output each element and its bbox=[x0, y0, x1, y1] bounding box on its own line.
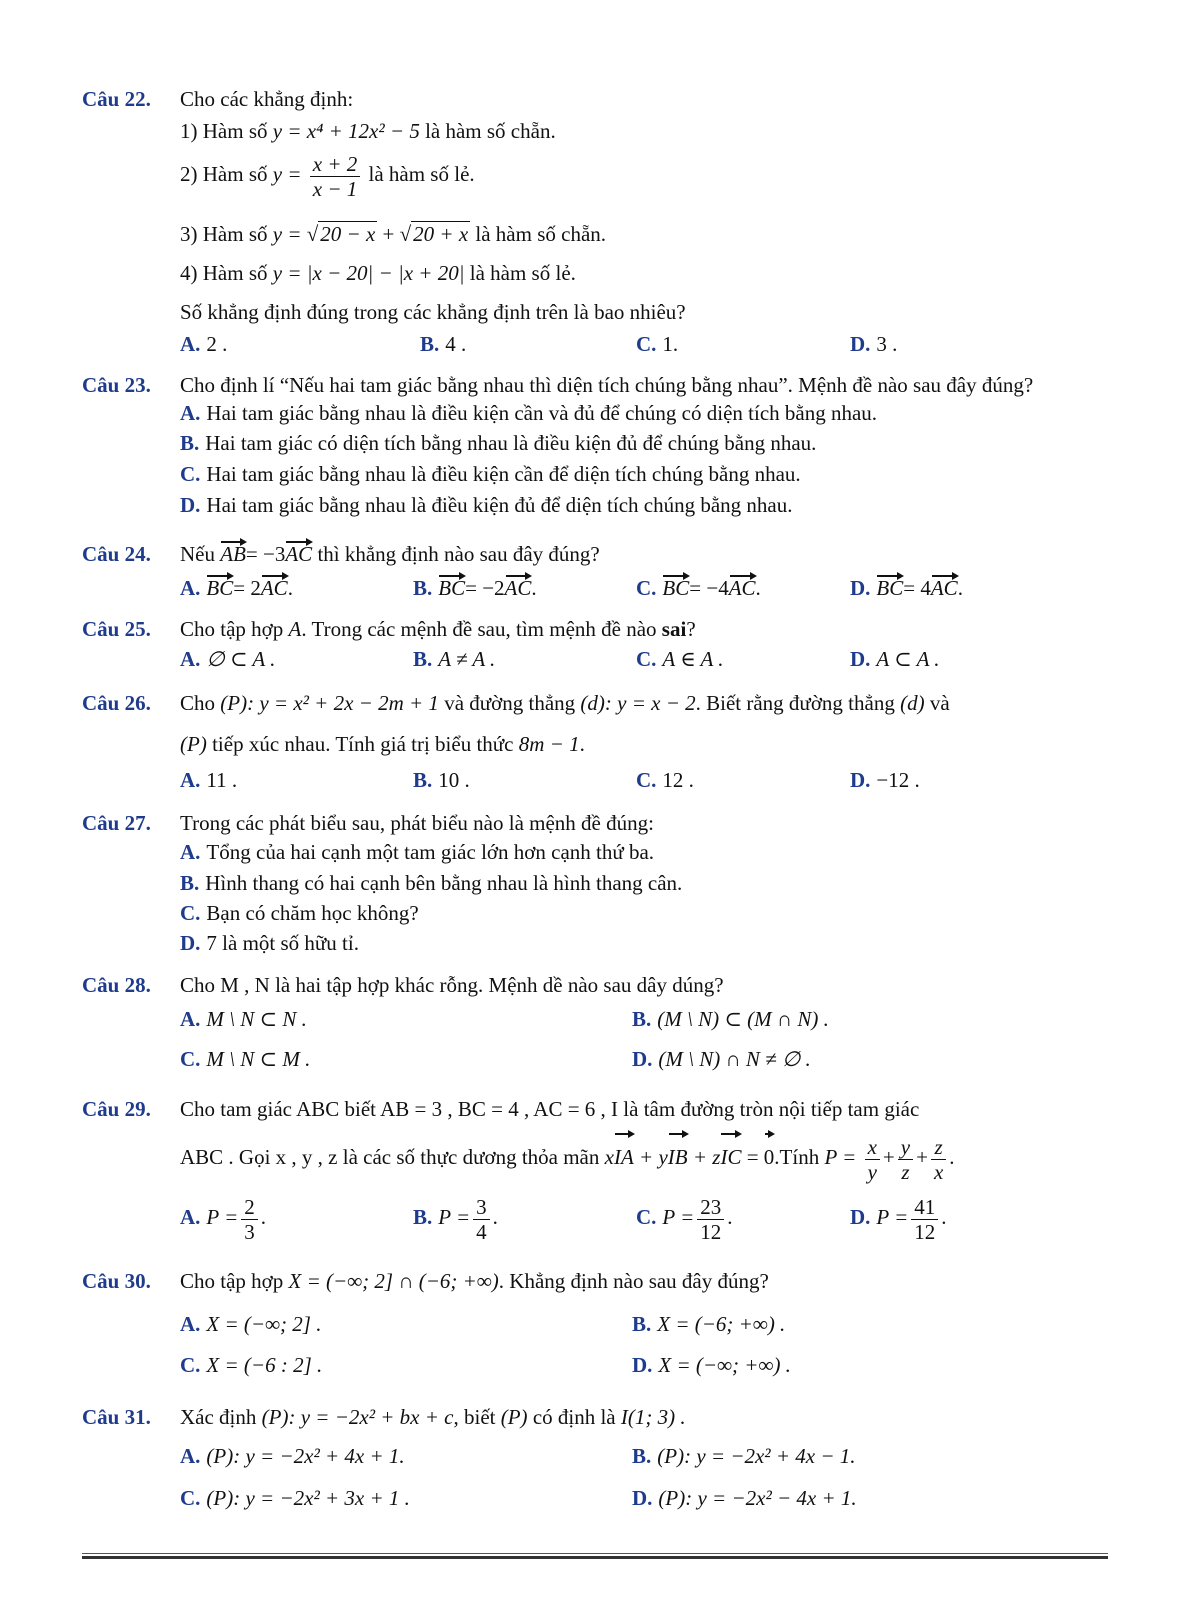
option-text: 1. bbox=[662, 332, 679, 356]
option-label: A. bbox=[180, 1444, 201, 1468]
vector-bc: BC bbox=[438, 576, 466, 600]
denominator: y bbox=[867, 1159, 877, 1184]
question-text: Số khẳng định đúng trong các khẳng định trên là bao nhiêu? bbox=[180, 300, 686, 324]
option-label: C. bbox=[636, 332, 657, 356]
statement-1 bbox=[180, 118, 556, 144]
denominator: z bbox=[901, 1159, 910, 1184]
p-lhs: P = bbox=[206, 1205, 239, 1229]
option-a[interactable] bbox=[180, 767, 237, 793]
stem-text: ? bbox=[686, 617, 696, 641]
option-label: B. bbox=[180, 871, 200, 895]
option-b[interactable] bbox=[632, 1006, 829, 1032]
option-label: B. bbox=[632, 1444, 652, 1468]
option-text: Hai tam giác bằng nhau là điều kiện cần và đủ để chúng có diện tích bằng nhau. bbox=[206, 401, 878, 425]
statement-prefix: 3) Hàm số bbox=[180, 222, 268, 246]
denominator: x − 1 bbox=[312, 176, 358, 201]
option-label: C. bbox=[180, 1353, 201, 1377]
option-a[interactable] bbox=[180, 839, 654, 865]
fraction bbox=[911, 1195, 938, 1244]
statement-4 bbox=[180, 260, 576, 286]
fraction bbox=[310, 152, 361, 201]
denominator: 3 bbox=[244, 1219, 255, 1244]
option-label: C. bbox=[636, 1205, 657, 1229]
vector-ic: IC bbox=[720, 1133, 741, 1181]
period: . bbox=[957, 576, 963, 600]
option-label: A. bbox=[180, 647, 201, 671]
option-text: 4 . bbox=[445, 332, 467, 356]
denominator: x bbox=[933, 1159, 944, 1184]
option-c[interactable] bbox=[180, 900, 419, 926]
option-a[interactable] bbox=[180, 1311, 321, 1337]
option-b[interactable] bbox=[632, 1443, 856, 1469]
option-a[interactable] bbox=[180, 575, 293, 601]
option-c[interactable] bbox=[636, 646, 723, 672]
option-c[interactable] bbox=[636, 767, 694, 793]
option-label: A. bbox=[180, 840, 201, 864]
vector-bc: BC bbox=[876, 576, 904, 600]
option-label: C. bbox=[180, 1486, 201, 1510]
fraction-x-over-y bbox=[865, 1135, 880, 1184]
vector-ac: AC bbox=[728, 576, 756, 600]
question-label: Câu 26. bbox=[82, 691, 151, 715]
option-label: D. bbox=[850, 576, 871, 600]
option-label: A. bbox=[180, 1312, 201, 1336]
fraction bbox=[473, 1195, 490, 1244]
vector-ac: AC bbox=[285, 542, 313, 566]
option-text: (P): y = −2x² + 4x − 1. bbox=[657, 1444, 856, 1468]
option-text: 7 là một số hữu tỉ. bbox=[206, 931, 359, 955]
option-d[interactable] bbox=[850, 575, 963, 601]
denominator: 12 bbox=[700, 1219, 722, 1244]
option-label: C. bbox=[180, 1047, 201, 1071]
option-label: B. bbox=[413, 647, 433, 671]
option-label: B. bbox=[413, 768, 433, 792]
statement-prefix: 1) Hàm số bbox=[180, 119, 268, 143]
option-c[interactable] bbox=[180, 1046, 310, 1072]
option-text: (M \ N) ⊂ (M ∩ N) . bbox=[657, 1007, 829, 1031]
option-c[interactable] bbox=[636, 1193, 733, 1244]
statement-prefix: 4) Hàm số bbox=[180, 261, 268, 285]
statement-suffix: là hàm số lẻ. bbox=[368, 162, 475, 186]
coef-x: x bbox=[604, 1145, 614, 1169]
p-lhs: P = bbox=[662, 1205, 695, 1229]
fraction bbox=[697, 1195, 724, 1244]
question-stem bbox=[180, 616, 696, 642]
fraction-y-over-z bbox=[898, 1135, 913, 1184]
equation: = −3 bbox=[245, 542, 286, 566]
option-label: C. bbox=[636, 768, 657, 792]
option-c[interactable] bbox=[180, 1485, 410, 1511]
question-stem: Cho định lí “Nếu hai tam giác bằng nhau thì diện tích chúng bằng nhau”. Mệnh đề nào sau đây đúng? bbox=[180, 373, 1034, 397]
option-text: Bạn có chăm học không? bbox=[206, 901, 419, 925]
numerator: 2 bbox=[241, 1195, 258, 1220]
question-stem: Trong các phát biểu sau, phát biểu nào là mệnh đề đúng: bbox=[180, 811, 654, 835]
statement-3 bbox=[180, 221, 606, 247]
option-label: C. bbox=[636, 647, 657, 671]
option-label: D. bbox=[850, 768, 871, 792]
coef-y: + y bbox=[639, 1145, 668, 1169]
option-b[interactable] bbox=[413, 575, 537, 601]
equation: = 4 bbox=[903, 576, 931, 600]
denominator: 12 bbox=[914, 1219, 936, 1244]
numerator: x bbox=[865, 1135, 880, 1160]
fraction bbox=[241, 1195, 258, 1244]
option-text: 10 . bbox=[438, 768, 470, 792]
option-label: B. bbox=[420, 332, 440, 356]
stem-text: Cho tập hợp bbox=[180, 617, 284, 641]
statement-prefix: 2) Hàm số bbox=[180, 162, 268, 186]
option-b[interactable] bbox=[180, 870, 682, 896]
question-label: Câu 25. bbox=[82, 617, 151, 641]
vertex: I(1; 3) . bbox=[620, 1405, 686, 1429]
option-text: A ∈ A . bbox=[662, 647, 724, 671]
option-label: D. bbox=[632, 1486, 653, 1510]
vector-ac: AC bbox=[260, 576, 288, 600]
equation: = 2 bbox=[233, 576, 261, 600]
option-text: (M \ N) ∩ N ≠ ∅ . bbox=[658, 1047, 811, 1071]
option-d[interactable] bbox=[632, 1046, 811, 1072]
option-text: 11 . bbox=[206, 768, 238, 792]
option-a[interactable] bbox=[180, 1006, 307, 1032]
numerator: y bbox=[898, 1135, 913, 1160]
option-a[interactable] bbox=[180, 646, 275, 672]
question-label: Câu 24. bbox=[82, 542, 151, 566]
option-text: (P): y = −2x² + 3x + 1 . bbox=[206, 1486, 410, 1510]
option-a[interactable] bbox=[180, 400, 877, 426]
vector-bc: BC bbox=[662, 576, 690, 600]
option-label: B. bbox=[180, 431, 200, 455]
option-label: C. bbox=[180, 462, 201, 486]
option-d[interactable] bbox=[850, 767, 920, 793]
math-expression: y = |x − 20| − |x + 20| bbox=[272, 261, 465, 285]
stem-text: và đường thẳng bbox=[444, 691, 576, 715]
numerator: 41 bbox=[911, 1195, 938, 1220]
option-text: Hai tam giác bằng nhau là điều kiện cần để diện tích chúng bằng nhau. bbox=[206, 462, 801, 486]
statement-2 bbox=[180, 150, 475, 201]
stem-text: , biết bbox=[453, 1405, 496, 1429]
option-label: D. bbox=[850, 647, 871, 671]
period: . bbox=[949, 1145, 955, 1169]
numerator: x + 2 bbox=[310, 152, 361, 177]
option-label: D. bbox=[632, 1047, 653, 1071]
option-label: D. bbox=[850, 1205, 871, 1229]
question-stem bbox=[180, 1268, 769, 1294]
p-lhs: P = bbox=[438, 1205, 471, 1229]
denominator: 4 bbox=[476, 1219, 487, 1244]
math-expression: y = x⁴ + 12x² − 5 bbox=[272, 119, 420, 143]
statement-suffix: là hàm số chẵn. bbox=[475, 222, 607, 246]
stem-text: tiếp xúc nhau. Tính giá trị biểu thức bbox=[212, 732, 514, 756]
option-label: A. bbox=[180, 1007, 201, 1031]
expression: 8m − 1 bbox=[518, 732, 580, 756]
option-label: D. bbox=[180, 493, 201, 517]
option-label: A. bbox=[180, 768, 201, 792]
statement-suffix: là hàm số chẵn. bbox=[425, 119, 556, 143]
numerator: 23 bbox=[697, 1195, 724, 1220]
set-expression: X = (−∞; 2] ∩ (−6; +∞) bbox=[288, 1269, 499, 1293]
option-text: M \ N ⊂ M . bbox=[206, 1047, 311, 1071]
fraction-z-over-x bbox=[931, 1135, 946, 1184]
question-label: Câu 27. bbox=[82, 811, 151, 835]
vector-ac: AC bbox=[930, 576, 958, 600]
option-b[interactable] bbox=[413, 1193, 498, 1244]
statement-suffix: là hàm số lẻ. bbox=[469, 261, 576, 285]
option-text: −12 . bbox=[876, 768, 920, 792]
option-text: (P): y = −2x² − 4x + 1. bbox=[658, 1486, 857, 1510]
line-name: (d) bbox=[900, 691, 925, 715]
stem-text: Nếu bbox=[180, 542, 215, 566]
stem-text: Xác định bbox=[180, 1405, 257, 1429]
emphasis: sai bbox=[661, 617, 687, 641]
question-label: Câu 29. bbox=[82, 1097, 151, 1121]
coef-z: + z bbox=[692, 1145, 721, 1169]
option-label: D. bbox=[632, 1353, 653, 1377]
question-label: Câu 22. bbox=[82, 87, 151, 111]
equation: = −2 bbox=[465, 576, 505, 600]
numerator: z bbox=[931, 1135, 946, 1160]
vector-ib: IB bbox=[668, 1133, 688, 1181]
option-b[interactable] bbox=[632, 1311, 785, 1337]
option-d[interactable] bbox=[632, 1352, 791, 1378]
period: . bbox=[941, 1205, 947, 1229]
plus-sign: + bbox=[916, 1145, 928, 1169]
option-b[interactable] bbox=[413, 646, 495, 672]
period: . bbox=[287, 576, 293, 600]
option-label: B. bbox=[413, 1205, 433, 1229]
option-d[interactable] bbox=[632, 1485, 857, 1511]
question-stem-line-1: Cho tam giác ABC biết AB = 3 , BC = 4 , AC = 6 , I là tâm đường tròn nội tiếp tam giác bbox=[180, 1097, 920, 1121]
radicand: 20 − x bbox=[320, 222, 376, 246]
radicand: 20 + x bbox=[413, 222, 469, 246]
stem-text: Cho tập hợp bbox=[180, 1269, 284, 1293]
option-label: C. bbox=[636, 576, 657, 600]
option-b[interactable] bbox=[413, 767, 470, 793]
option-text: 2 . bbox=[206, 332, 228, 356]
option-c[interactable] bbox=[180, 1352, 322, 1378]
option-c[interactable] bbox=[636, 331, 678, 357]
numerator: 3 bbox=[473, 1195, 490, 1220]
option-text: Hình thang có hai cạnh bên bằng nhau là hình thang cân. bbox=[205, 871, 683, 895]
period: . bbox=[531, 576, 537, 600]
stem-text: . Trong các mệnh đề sau, tìm mệnh đề nào bbox=[301, 617, 657, 641]
question-label: Câu 31. bbox=[82, 1405, 151, 1429]
stem-text: và bbox=[929, 691, 950, 715]
question-label: Câu 30. bbox=[82, 1269, 151, 1293]
parabola-equation: (P): y = x² + 2x − 2m + 1 bbox=[220, 691, 439, 715]
stem-text: có định là bbox=[532, 1405, 616, 1429]
equals-sign: = bbox=[746, 1145, 759, 1169]
option-c[interactable] bbox=[636, 575, 761, 601]
question-label: Câu 28. bbox=[82, 973, 151, 997]
option-label: C. bbox=[180, 901, 201, 925]
option-text: X = (−∞; 2] . bbox=[206, 1312, 322, 1336]
option-text: ∅ ⊂ A . bbox=[206, 647, 276, 671]
option-label: B. bbox=[413, 576, 433, 600]
option-label: D. bbox=[180, 931, 201, 955]
vector-ab: AB bbox=[220, 542, 246, 566]
p-lhs: P = bbox=[824, 1145, 857, 1169]
footer-divider-thick bbox=[82, 1556, 1108, 1559]
stem-text: . Khẳng định nào sau đây đúng? bbox=[498, 1269, 769, 1293]
parabola-equation: (P): y = −2x² + bx + c bbox=[261, 1405, 454, 1429]
plus-sign: + bbox=[382, 222, 395, 246]
option-text: Hai tam giác có diện tích bằng nhau là điều kiện đủ để chúng bằng nhau. bbox=[205, 431, 817, 455]
option-a[interactable] bbox=[180, 1193, 266, 1244]
option-a[interactable] bbox=[180, 331, 227, 357]
set-name: A bbox=[288, 617, 302, 641]
option-text: 12 . bbox=[662, 768, 694, 792]
option-label: A. bbox=[180, 332, 201, 356]
option-a[interactable] bbox=[180, 1443, 405, 1469]
stem-text: Cho bbox=[180, 691, 216, 715]
option-b[interactable] bbox=[180, 430, 816, 456]
footer-divider-thin bbox=[82, 1553, 1108, 1554]
sqrt-sign: √ bbox=[399, 222, 412, 246]
period: . bbox=[727, 1205, 733, 1229]
plus-sign: + bbox=[882, 1145, 895, 1169]
question-label: Câu 23. bbox=[82, 373, 151, 397]
stem-text: ABC . Gọi x , y , z là các số thực dương thỏa mãn bbox=[180, 1145, 600, 1169]
zero-vector: 0 bbox=[764, 1133, 775, 1181]
option-d[interactable] bbox=[850, 1193, 947, 1244]
math-lhs: y = bbox=[272, 222, 302, 246]
option-d[interactable] bbox=[180, 930, 359, 956]
option-label: B. bbox=[632, 1007, 652, 1031]
p-lhs: P = bbox=[876, 1205, 909, 1229]
line-equation: (d): y = x − 2 bbox=[580, 691, 696, 715]
period: . bbox=[260, 1205, 267, 1229]
period: . bbox=[755, 576, 761, 600]
question-stem bbox=[180, 1404, 686, 1430]
question-stem: Cho M , N là hai tập hợp khác rỗng. Mệnh dề nào sau dây dúng? bbox=[180, 973, 724, 997]
option-label: A. bbox=[180, 401, 201, 425]
option-label: A. bbox=[180, 576, 201, 600]
option-d[interactable] bbox=[180, 492, 793, 518]
option-text: M \ N ⊂ N . bbox=[206, 1007, 307, 1031]
option-d[interactable] bbox=[850, 331, 897, 357]
sqrt-sign: √ bbox=[306, 222, 319, 246]
question-stem bbox=[180, 541, 600, 567]
parabola-name: (P) bbox=[180, 732, 207, 756]
math-lhs: y = bbox=[272, 162, 302, 186]
vector-bc: BC bbox=[206, 576, 234, 600]
option-text: Hai tam giác bằng nhau là điều kiện đủ để diện tích chúng bằng nhau. bbox=[206, 493, 793, 517]
option-label: D. bbox=[850, 332, 871, 356]
option-label: B. bbox=[632, 1312, 652, 1336]
vector-ia: IA bbox=[614, 1133, 634, 1181]
equation: = −4 bbox=[689, 576, 729, 600]
vector-ac: AC bbox=[504, 576, 532, 600]
stem-text: thì khẳng định nào sau đây đúng? bbox=[317, 542, 600, 566]
stem-text: .Tính bbox=[774, 1145, 820, 1169]
stem-text: . Biết rằng đường thẳng bbox=[695, 691, 895, 715]
option-text: A ≠ A . bbox=[438, 647, 496, 671]
option-text: X = (−∞; +∞) . bbox=[658, 1353, 791, 1377]
question-stem: Cho các khẳng định: bbox=[180, 87, 354, 111]
option-text: A ⊂ A . bbox=[876, 647, 940, 671]
option-d[interactable] bbox=[850, 646, 940, 672]
option-b[interactable] bbox=[420, 331, 466, 357]
question-stem-line-1 bbox=[180, 690, 950, 716]
option-text: X = (−6; +∞) . bbox=[657, 1312, 786, 1336]
option-c[interactable] bbox=[180, 461, 801, 487]
option-text: 3 . bbox=[876, 332, 898, 356]
period: . bbox=[492, 1205, 498, 1229]
option-text: (P): y = −2x² + 4x + 1. bbox=[206, 1444, 405, 1468]
question-stem-line-2: (P) tiếp xúc nhau. Tính giá trị biểu thức 8m − 1. bbox=[180, 732, 585, 756]
option-label: A. bbox=[180, 1205, 201, 1229]
option-text: Tổng của hai cạnh một tam giác lớn hơn cạnh thứ ba. bbox=[206, 840, 655, 864]
option-text: X = (−6 : 2] . bbox=[206, 1353, 323, 1377]
question-stem-line-2 bbox=[180, 1133, 955, 1184]
parabola-name: (P) bbox=[500, 1405, 528, 1429]
